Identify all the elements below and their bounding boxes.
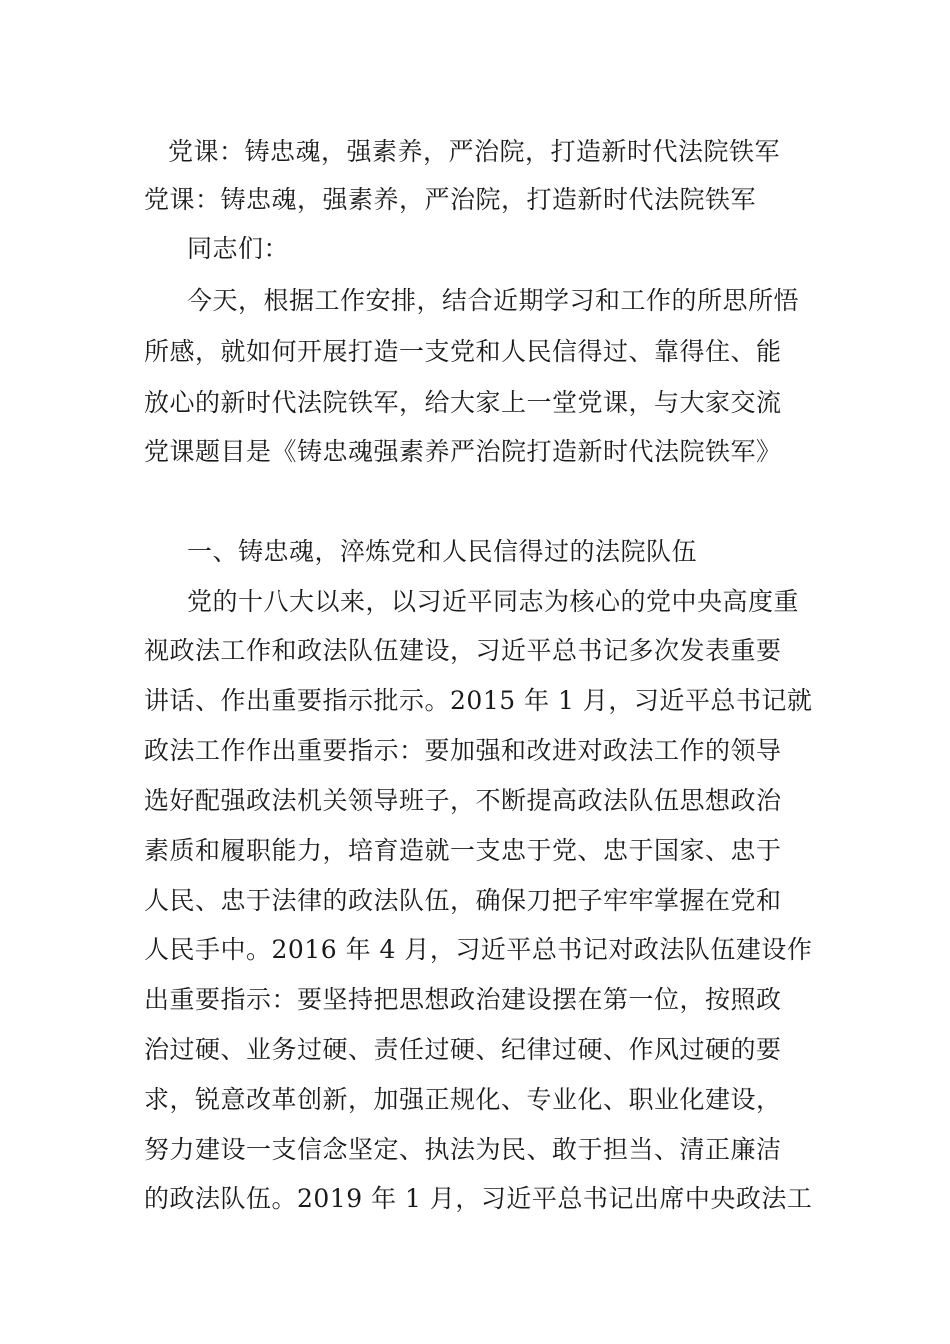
section-1-line: 求，锐意改革创新，加强正规化、专业化、职业化建设， xyxy=(144,1085,782,1114)
section-1-line: 视政法工作和政法队伍建设，习近平总书记多次发表重要 xyxy=(144,636,782,665)
section-1-line: 党的十八大以来，以习近平同志为核心的党中央高度重 xyxy=(187,587,800,616)
section-1-line: 的政法队伍。2019 年 1 月，习近平总书记出席中央政法工 xyxy=(144,1184,813,1213)
section-1-line: 努力建设一支信念坚定、执法为民、敢于担当、清正廉洁 xyxy=(144,1135,782,1164)
section-1-line: 政法工作作出重要指示：要加强和改进对政法工作的领导 xyxy=(144,736,782,765)
greeting: 同志们： xyxy=(187,234,290,263)
document-title-2: 党课：铸忠魂，强素养，严治院，打造新时代法院铁军 xyxy=(144,185,757,214)
section-1-heading: 一、铸忠魂，淬炼党和人民信得过的法院队伍 xyxy=(187,537,698,566)
section-1-line: 治过硬、业务过硬、责任过硬、纪律过硬、作风过硬的要 xyxy=(144,1035,782,1064)
intro-line: 所感，就如何开展打造一支党和人民信得过、靠得住、能 xyxy=(144,337,782,366)
section-1-line: 人民手中。2016 年 4 月，习近平总书记对政法队伍建设作 xyxy=(144,935,813,964)
section-1-line: 选好配强政法机关领导班子，不断提高政法队伍思想政治 xyxy=(144,786,782,815)
intro-line: 今天，根据工作安排，结合近期学习和工作的所思所悟 xyxy=(187,286,800,315)
section-1-line: 人民、忠于法律的政法队伍，确保刀把子牢牢掌握在党和 xyxy=(144,886,782,915)
section-1-line: 素质和履职能力，培育造就一支忠于党、忠于国家、忠于 xyxy=(144,836,782,865)
intro-line: 放心的新时代法院铁军，给大家上一堂党课，与大家交流 xyxy=(144,388,782,417)
section-1-line: 出重要指示：要坚持把思想政治建设摆在第一位，按照政 xyxy=(144,985,782,1014)
document-title-1: 党课：铸忠魂，强素养，严治院，打造新时代法院铁军 xyxy=(168,137,781,166)
intro-line: 党课题目是《铸忠魂强素养严治院打造新时代法院铁军》 xyxy=(144,437,782,466)
section-1-line: 讲话、作出重要指示批示。2015 年 1 月，习近平总书记就 xyxy=(144,686,813,715)
